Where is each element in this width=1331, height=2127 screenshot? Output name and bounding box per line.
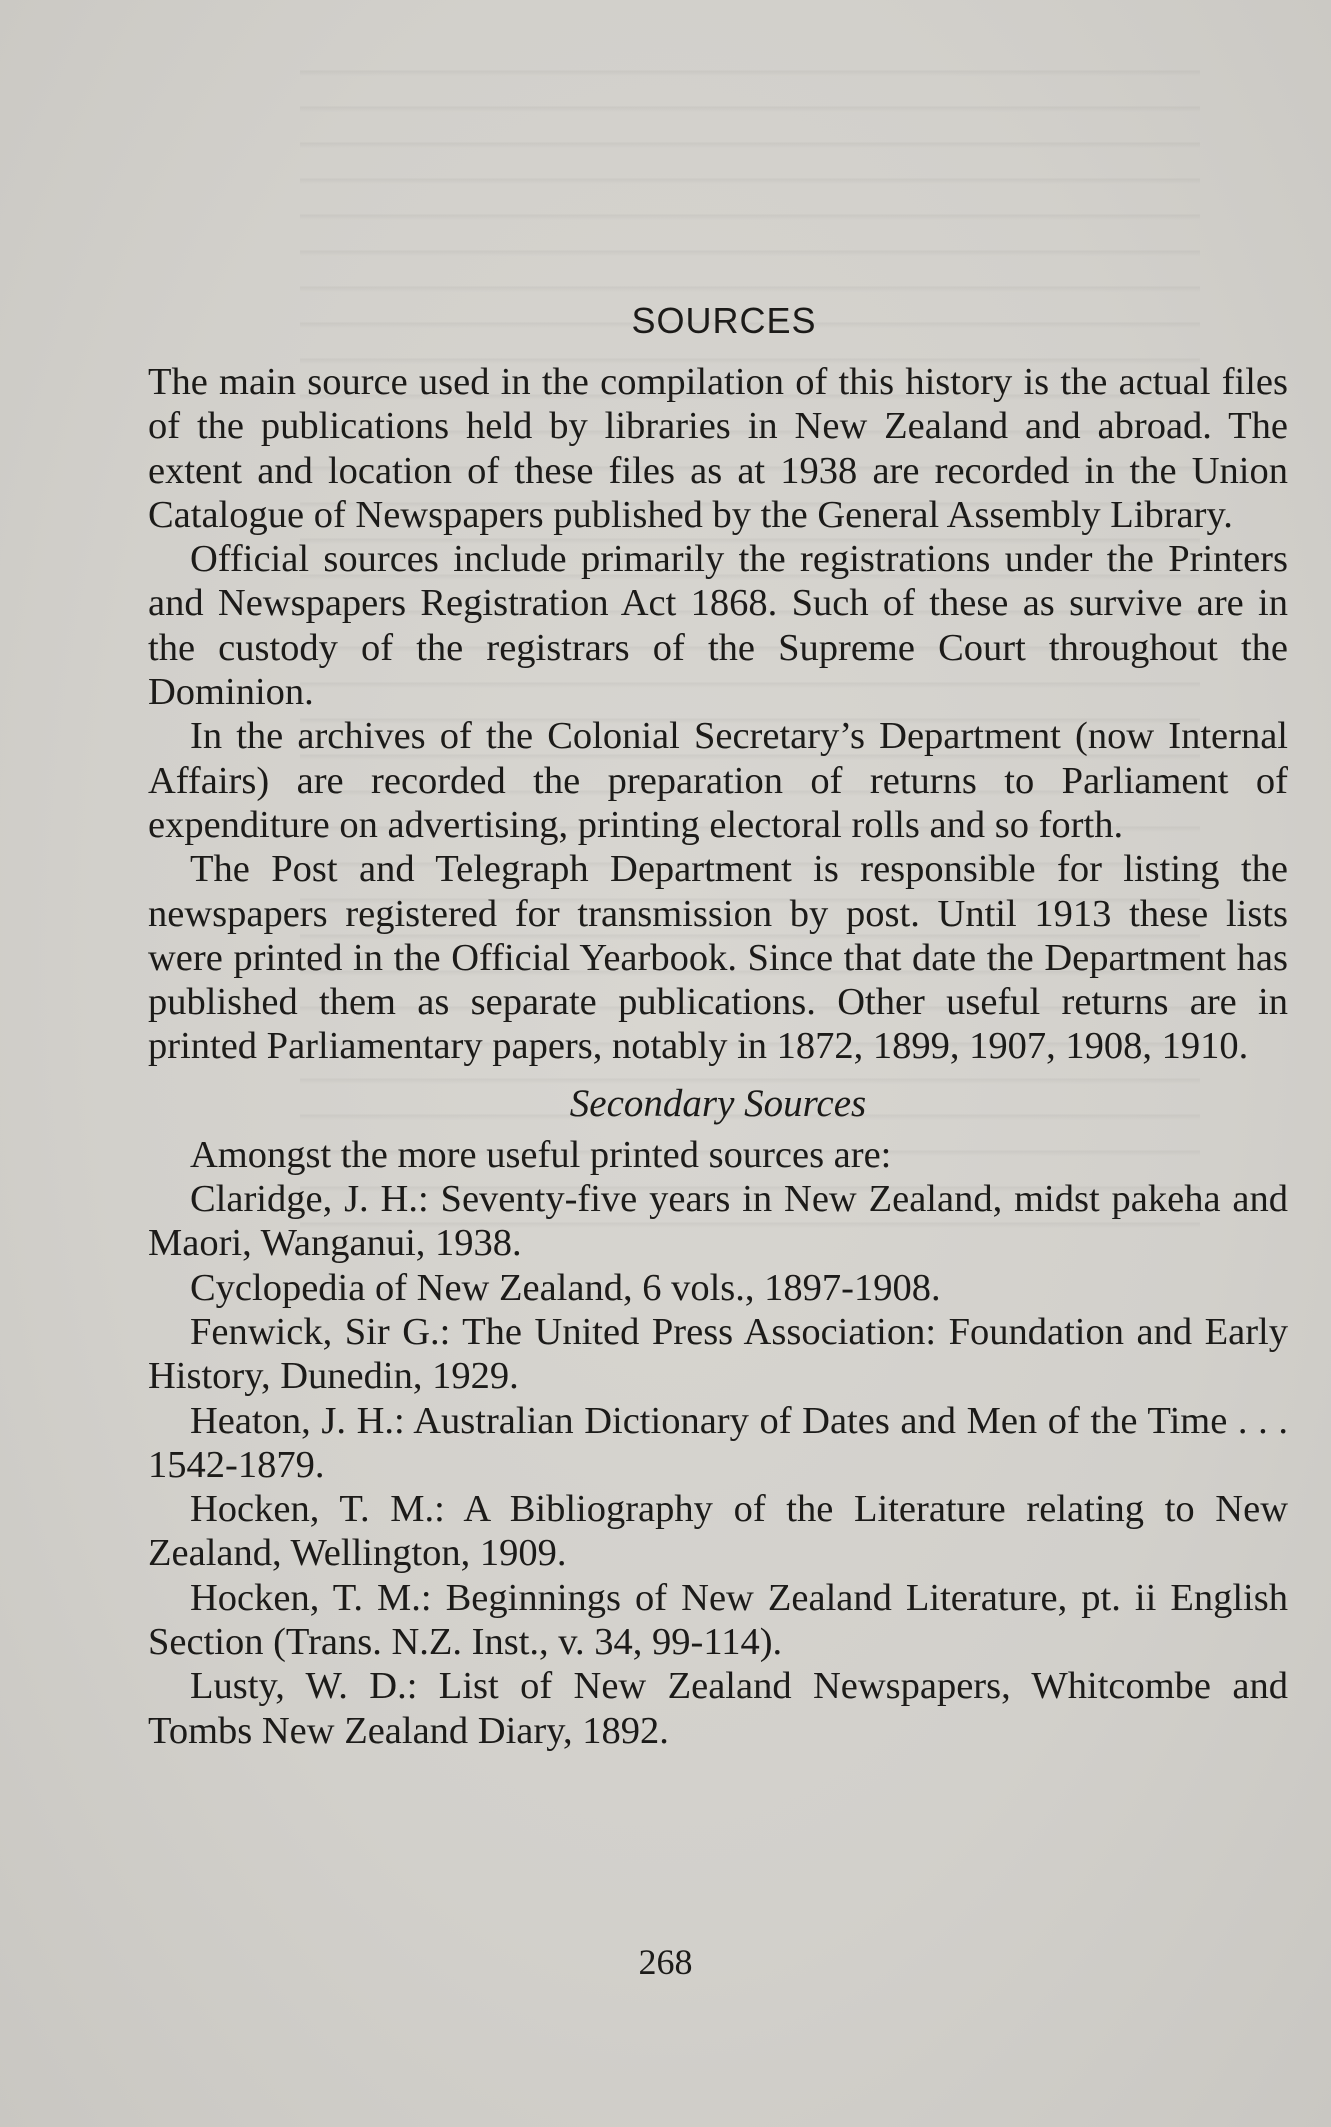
- body-paragraph: The Post and Telegraph Department is responsible for listing the newspapers registered for transmission by post. Until 1913 these lists were printed in the Official Yearbook. Since that date the Department has published them as separate publications. Other useful returns are in printed Parliamentary papers, notably in 1872, 1899, 1907, 1908, 1910.: [148, 848, 1288, 1068]
- body-paragraph: Official sources include primarily the registrations under the Printers and Newspapers Registration Act 1868. Such of these as survive are in the custody of the registrars of the Supreme Court throughout the Dominion.: [148, 538, 1288, 714]
- secondary-sources-heading: Secondary Sources: [569, 1081, 867, 1125]
- bibliography-entry: Hocken, T. M.: A Bibliography of the Literature relating to New Zealand, Wellington, 1909.: [148, 1488, 1288, 1575]
- bibliography-entry: Lusty, W. D.: List of New Zealand Newspapers, Whitcombe and Tombs New Zealand Diary, 1892.: [148, 1665, 1288, 1752]
- body-paragraph: The main source used in the compilation of this history is the actual files of the publications held by libraries in New Zealand and abroad. The extent and location of these files as at 1938 are recorded in the Union Catalogue of Newspapers published by the General Assembly Library.: [148, 361, 1288, 536]
- bibliography-entry: Fenwick, Sir G.: The United Press Association: Foundation and Early History, Dunedin, 1929.: [148, 1310, 1288, 1398]
- bibliography-entry: Claridge, J. H.: Seventy-five years in New Zealand, midst pakeha and Maori, Wanganui, 1938.: [148, 1178, 1288, 1265]
- body-paragraph: In the archives of the Colonial Secretary’s Department (now Internal Affairs) are recorded the preparation of returns to Parliament of expenditure on advertising, printing electoral rolls and so forth.: [148, 715, 1288, 846]
- page-body: [148, 296, 1288, 1753]
- bibliography-entry: Cyclopedia of New Zealand, 6 vols., 1897-1908.: [190, 1266, 941, 1309]
- bibliography-entry: Heaton, J. H.: Australian Dictionary of Dates and Men of the Time . . . 1542-1879.: [148, 1399, 1288, 1486]
- bibliography-entry: Hocken, T. M.: Beginnings of New Zealand Literature, pt. ii English Section (Trans. N.Z. Inst., v. 34, 99-114).: [148, 1576, 1288, 1664]
- secondary-intro: Amongst the more useful printed sources are:: [190, 1133, 892, 1176]
- section-heading: SOURCES: [631, 300, 817, 341]
- page-number: 268: [638, 1942, 693, 1982]
